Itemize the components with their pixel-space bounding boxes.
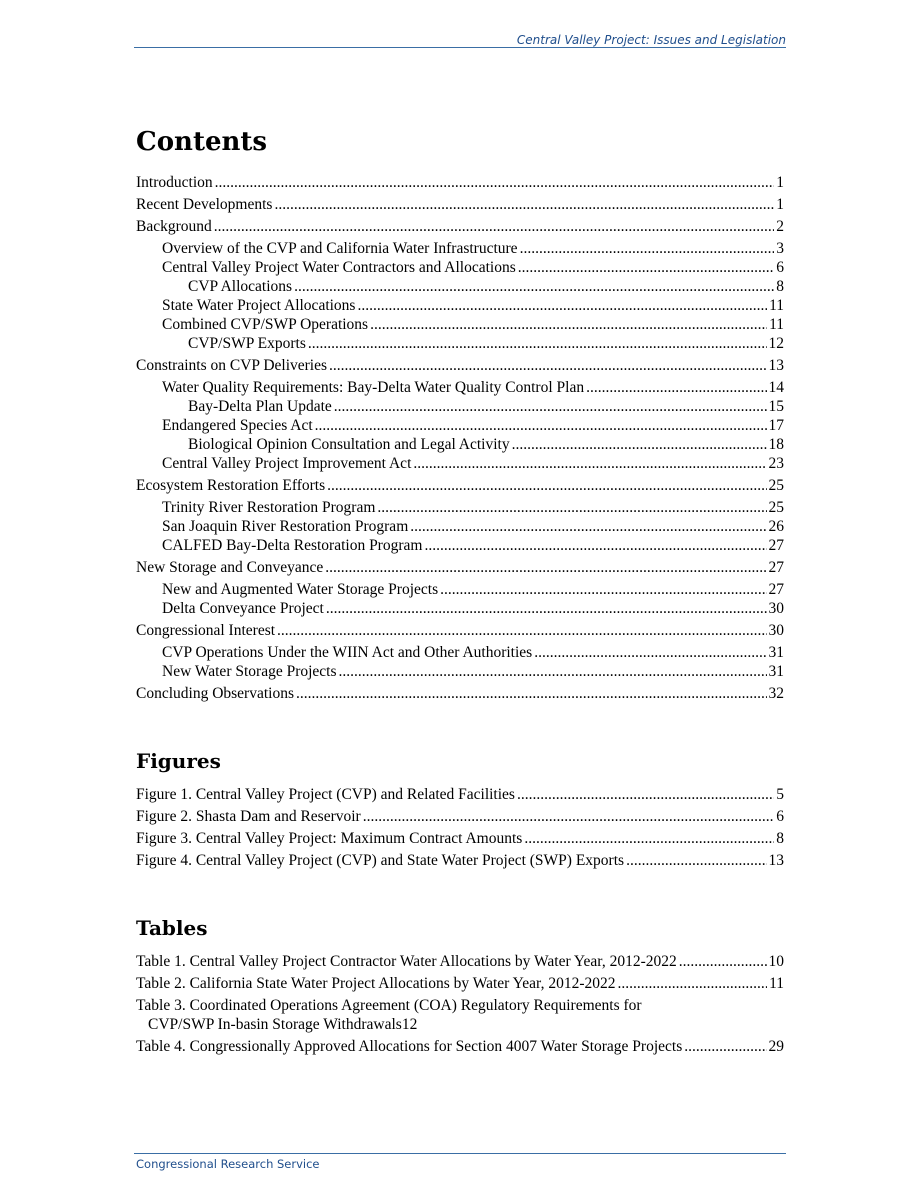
toc-entry[interactable]: Constraints on CVP Deliveries ..... 13 xyxy=(136,356,784,375)
toc-entry[interactable]: Background ..... 2 xyxy=(136,217,784,236)
toc-entry[interactable]: New Storage and Conveyance ..... 27 xyxy=(136,558,784,577)
toc-entry[interactable]: Delta Conveyance Project ..... 30 xyxy=(136,599,784,618)
figure-entry[interactable]: Figure 2. Shasta Dam and Reservoir ..... 6 xyxy=(136,807,784,826)
toc-entry[interactable]: Introduction ..... 1 xyxy=(136,173,784,192)
contents-heading: Contents xyxy=(136,127,268,157)
footer-text: Congressional Research Service xyxy=(136,1157,320,1171)
table-entry[interactable]: Table 3. Coordinated Operations Agreement (COA) Regulatory Requirements for CVP/SWP In-basin Storage Withdrawals 12 xyxy=(136,997,642,1033)
toc-entry[interactable]: Trinity River Restoration Program ..... 25 xyxy=(136,498,784,517)
toc-entry[interactable]: CVP/SWP Exports ..... 12 xyxy=(136,334,784,353)
toc-entry[interactable]: Central Valley Project Improvement Act ..... 23 xyxy=(136,454,784,473)
figures-heading: Figures xyxy=(136,749,221,773)
figure-entry[interactable]: Figure 3. Central Valley Project: Maximum Contract Amounts ..... 8 xyxy=(136,829,784,848)
tables-heading: Tables xyxy=(136,916,208,940)
table-entry[interactable]: Table 1. Central Valley Project Contractor Water Allocations by Water Year, 2012-2022 ..... 10 xyxy=(136,952,784,971)
toc-entry[interactable]: Combined CVP/SWP Operations ..... 11 xyxy=(136,315,784,334)
table-of-contents-page xyxy=(136,125,784,1056)
table-entry[interactable]: Table 4. Congressionally Approved Allocations for Section 4007 Water Storage Projects ..... 29 xyxy=(136,1037,784,1056)
toc-entry[interactable]: Overview of the CVP and California Water Infrastructure ..... 3 xyxy=(136,239,784,258)
toc-entry[interactable]: Endangered Species Act ..... 17 xyxy=(136,416,784,435)
figure-entry[interactable]: Figure 4. Central Valley Project (CVP) and State Water Project (SWP) Exports ..... 13 xyxy=(136,851,784,870)
toc-entry[interactable]: New and Augmented Water Storage Projects ..... 27 xyxy=(136,580,784,599)
toc-entry[interactable]: Bay-Delta Plan Update ..... 15 xyxy=(136,397,784,416)
toc-entry[interactable]: Central Valley Project Water Contractors and Allocations ..... 6 xyxy=(136,258,784,277)
toc-entry[interactable]: CVP Allocations ..... 8 xyxy=(136,277,784,296)
table-entry[interactable]: Table 2. California State Water Project Allocations by Water Year, 2012-2022 ..... 11 xyxy=(136,974,784,993)
toc-entry[interactable]: State Water Project Allocations ..... 11 xyxy=(136,296,784,315)
header-title: Central Valley Project: Issues and Legislation xyxy=(516,33,786,47)
tables-list xyxy=(136,952,784,1056)
toc-entry[interactable]: Water Quality Requirements: Bay-Delta Water Quality Control Plan ..... 14 xyxy=(136,378,784,397)
toc-entry[interactable]: Ecosystem Restoration Efforts ..... 25 xyxy=(136,476,784,495)
running-header xyxy=(134,33,786,48)
toc-entry[interactable]: Congressional Interest ..... 30 xyxy=(136,621,784,640)
toc-entry[interactable]: Concluding Observations ..... 32 xyxy=(136,684,784,703)
toc-entry[interactable]: CALFED Bay-Delta Restoration Program ..... 27 xyxy=(136,536,784,555)
toc-entry[interactable]: Biological Opinion Consultation and Legal Activity ..... 18 xyxy=(136,435,784,454)
figure-entry[interactable]: Figure 1. Central Valley Project (CVP) and Related Facilities ..... 5 xyxy=(136,785,784,804)
toc-entry[interactable]: CVP Operations Under the WIIN Act and Other Authorities ..... 31 xyxy=(136,643,784,662)
toc-entry[interactable]: New Water Storage Projects ..... 31 xyxy=(136,662,784,681)
page-footer xyxy=(134,1153,786,1171)
contents-list xyxy=(136,173,784,703)
figures-list xyxy=(136,785,784,870)
toc-entry[interactable]: San Joaquin River Restoration Program ..... 26 xyxy=(136,517,784,536)
toc-entry[interactable]: Recent Developments ..... 1 xyxy=(136,195,784,214)
